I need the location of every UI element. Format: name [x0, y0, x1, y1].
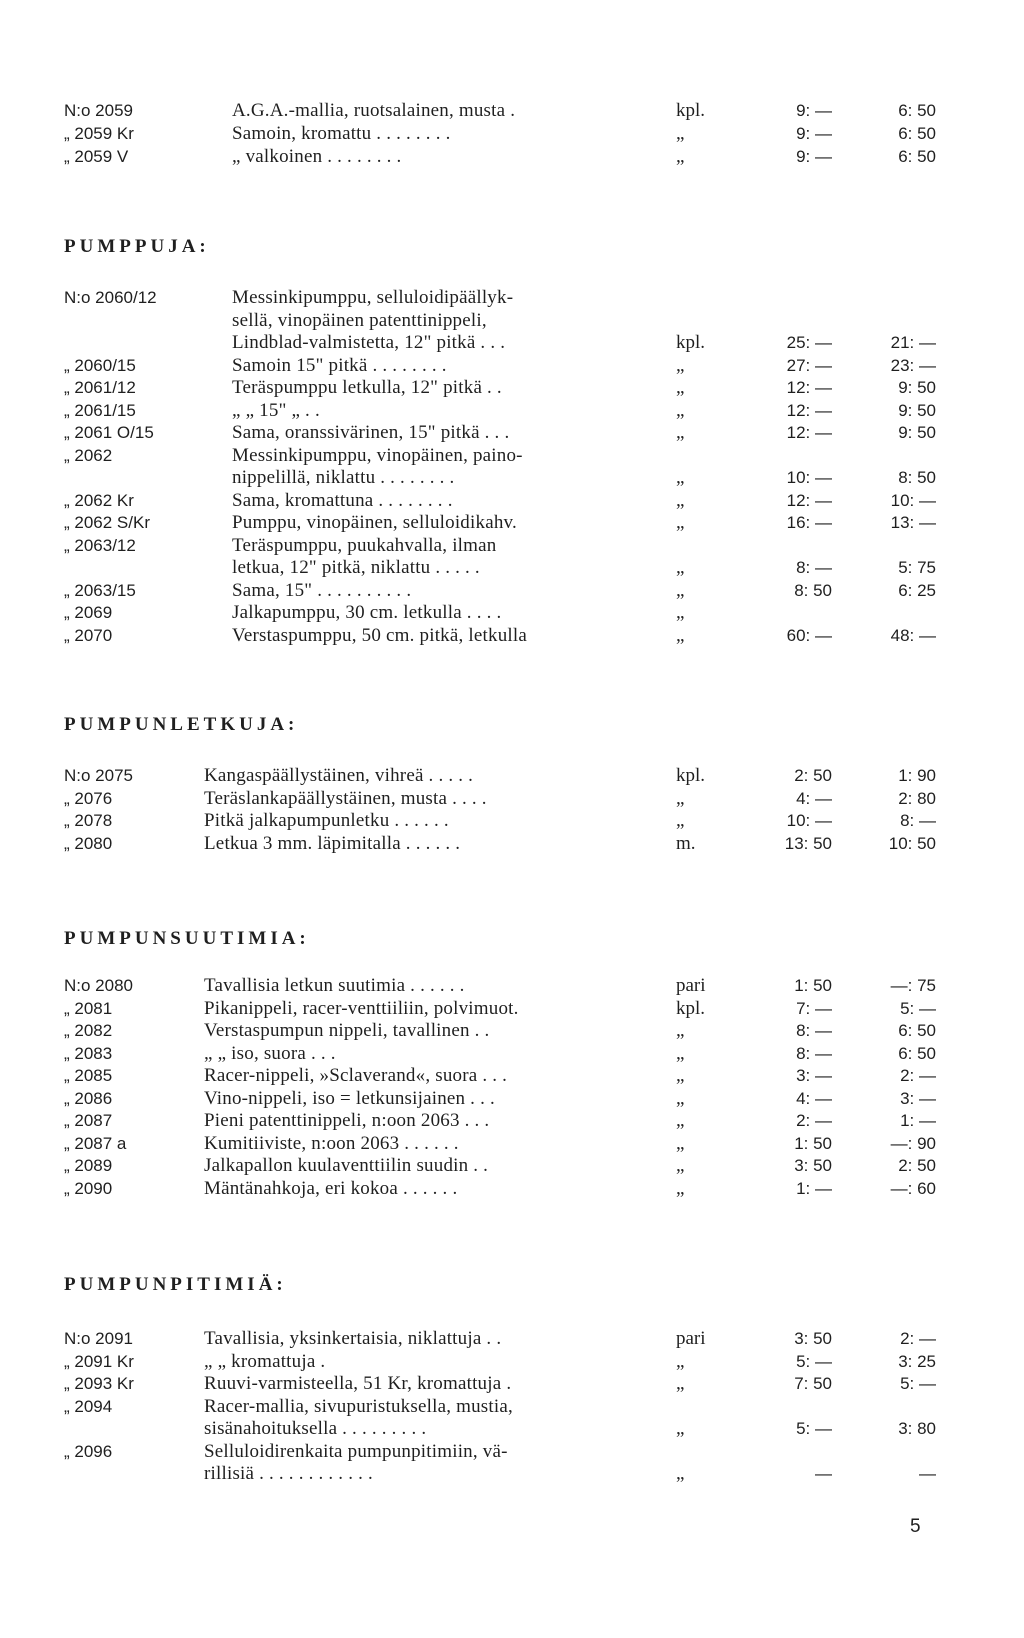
item-description: „ „ iso, suora . . . — [204, 1042, 336, 1064]
price-retail: 2: — — [796, 1111, 832, 1130]
price-net: 6: 50 — [898, 124, 936, 143]
price-retail: 5: — — [796, 1351, 832, 1371]
price-net: 3: — — [900, 1088, 936, 1108]
item-unit: „ — [676, 1350, 685, 1372]
table-row — [0, 557, 1024, 579]
price-net: 6: 25 — [898, 580, 936, 600]
table-row — [0, 422, 1024, 444]
table-row — [0, 490, 1024, 512]
item-description: Lindblad-valmistetta, 12" pitkä . . . — [232, 332, 506, 353]
item-description: sisänahoituksella . . . . . . . . . — [204, 1418, 427, 1439]
item-number: „ 2086 — [64, 1088, 113, 1108]
table-row — [0, 1088, 1024, 1110]
item-description: Pikanippeli, racer-venttiiliin, polvimuot. — [204, 997, 519, 1019]
item-number: „ 2082 — [64, 1021, 113, 1040]
section-heading: PUMPUNSUUTIMIA: — [64, 928, 310, 949]
item-unit: „ — [676, 467, 685, 488]
item-number: „ 2091 Kr — [64, 1351, 134, 1371]
item-number: „ 2063/15 — [64, 580, 136, 600]
item-unit: m. — [676, 832, 696, 854]
table-row — [0, 1110, 1024, 1132]
table-row — [0, 1178, 1024, 1200]
item-description: nippelillä, niklattu . . . . . . . . — [232, 467, 455, 488]
table-row — [0, 332, 1024, 354]
price-retail: 5: — — [796, 1419, 832, 1438]
price-net: 3: 25 — [898, 1351, 936, 1371]
item-description: sellä, vinopäinen patenttinippeli, — [232, 309, 487, 331]
item-number: „ 2090 — [64, 1178, 113, 1198]
item-description: „ „ kromattuja . — [204, 1350, 326, 1372]
table-row — [0, 1418, 1024, 1440]
item-number: „ 2089 — [64, 1156, 113, 1175]
price-retail: 8: — — [796, 1021, 832, 1040]
table-row — [0, 100, 1024, 122]
price-net: 9: 50 — [898, 400, 936, 420]
table-row — [0, 1441, 1024, 1463]
item-number: „ 2063/12 — [64, 535, 136, 555]
item-unit: „ — [676, 1020, 685, 1041]
item-unit: „ — [676, 1065, 685, 1086]
price-net: 23: — — [890, 355, 936, 375]
section-heading: PUMPUNLETKUJA: — [64, 714, 299, 735]
item-description: Tavallisia letkun suutimia . . . . . . — [204, 975, 465, 996]
item-unit: „ — [676, 1463, 685, 1484]
item-unit: „ — [676, 624, 685, 646]
price-net: 6: 50 — [898, 147, 936, 166]
price-net: 10: — — [890, 490, 936, 510]
item-description: Racer-nippeli, »Sclaverand«, suora . . . — [204, 1065, 508, 1086]
price-net: 1: 90 — [898, 766, 936, 785]
price-retail: 8: 50 — [794, 580, 832, 600]
table-row — [0, 765, 1024, 787]
item-unit: „ — [676, 1155, 685, 1176]
item-description: „ valkoinen . . . . . . . . — [232, 146, 402, 167]
item-unit: „ — [676, 787, 685, 809]
table-row — [0, 1020, 1024, 1042]
item-unit: pari — [676, 1328, 706, 1349]
price-retail: 10: — — [786, 468, 832, 487]
item-number: „ 2083 — [64, 1043, 113, 1063]
table-row — [0, 146, 1024, 168]
table-row — [0, 467, 1024, 489]
price-net: 2: 50 — [898, 1156, 936, 1175]
table-row — [0, 1373, 1024, 1395]
item-number: N:o 2080 — [64, 976, 133, 995]
item-unit: „ — [676, 602, 685, 623]
price-retail: 9: — — [796, 101, 832, 120]
item-number: „ 2069 — [64, 603, 113, 622]
item-number: „ 2078 — [64, 811, 113, 830]
item-number: „ 2061/12 — [64, 378, 136, 397]
price-net: 6: 50 — [898, 1021, 936, 1040]
price-retail: 3: — — [796, 1066, 832, 1085]
item-description: Jalkapallon kuulaventtiilin suudin . . — [204, 1155, 489, 1176]
table-row — [0, 1155, 1024, 1177]
item-number: N:o 2075 — [64, 766, 133, 785]
table-row — [0, 1133, 1024, 1155]
item-unit: „ — [676, 1418, 685, 1439]
table-row — [0, 833, 1024, 855]
price-retail: 4: — — [796, 788, 832, 808]
item-description: letkua, 12" pitkä, niklattu . . . . . — [232, 557, 480, 578]
item-number: „ 2087 — [64, 1111, 113, 1130]
item-description: Kumitiiviste, n:oon 2063 . . . . . . — [204, 1132, 459, 1154]
item-unit: „ — [676, 489, 685, 511]
item-description: Vino-nippeli, iso = letkunsijainen . . . — [204, 1087, 495, 1109]
price-retail: 8: — — [796, 558, 832, 577]
price-net: 8: 50 — [898, 468, 936, 487]
item-description: Pieni patenttinippeli, n:oon 2063 . . . — [204, 1110, 490, 1131]
price-net: 13: — — [890, 513, 936, 532]
price-retail: 12: — — [786, 400, 832, 420]
item-description: Sama, 15" . . . . . . . . . . — [232, 579, 412, 601]
item-description: Sama, oranssivärinen, 15" pitkä . . . — [232, 422, 510, 443]
item-unit: kpl. — [676, 332, 706, 353]
item-description: rillisiä . . . . . . . . . . . . — [204, 1463, 373, 1484]
item-description: Teräspumppu letkulla, 12" pitkä . . — [232, 377, 502, 398]
price-retail: 9: — — [796, 124, 832, 143]
item-unit: kpl. — [676, 100, 706, 121]
item-description: Sama, kromattuna . . . . . . . . — [232, 489, 453, 511]
price-net: 9: 50 — [898, 423, 936, 442]
price-retail: 4: — — [796, 1088, 832, 1108]
table-row — [0, 355, 1024, 377]
table-row — [0, 625, 1024, 647]
item-description: Verstaspumppu, 50 cm. pitkä, letkulla — [232, 624, 527, 646]
item-unit: „ — [676, 123, 685, 144]
price-net: —: 90 — [890, 1133, 936, 1153]
item-description: Tavallisia, yksinkertaisia, niklattuja . . — [204, 1328, 502, 1349]
price-retail: 1: — — [796, 1178, 832, 1198]
price-retail: 1: 50 — [794, 1133, 832, 1153]
item-unit: „ — [676, 1373, 685, 1394]
item-number: „ 2081 — [64, 998, 113, 1018]
item-number: „ 2062 S/Kr — [64, 513, 150, 532]
item-number: N:o 2059 — [64, 101, 133, 120]
price-net: 10: 50 — [888, 833, 936, 853]
price-net: 48: — — [890, 625, 936, 645]
item-unit: „ — [676, 1132, 685, 1154]
page-number: 5 — [910, 1516, 921, 1537]
price-net: 1: — — [900, 1111, 936, 1130]
item-description: Kangaspäällystäinen, vihreä . . . . . — [204, 765, 474, 786]
price-retail: 7: — — [796, 998, 832, 1018]
table-row — [0, 1351, 1024, 1373]
item-description: Racer-mallia, sivupuristuksella, mustia, — [204, 1395, 513, 1417]
item-number: „ 2093 Kr — [64, 1374, 134, 1393]
item-number: „ 2059 V — [64, 147, 129, 166]
item-unit: „ — [676, 354, 685, 376]
price-retail: 12: — — [786, 490, 832, 510]
item-description: Selluloidirenkaita pumpunpitimiin, vä- — [204, 1440, 508, 1462]
item-description: Jalkapumppu, 30 cm. letkulla . . . . — [232, 602, 502, 623]
item-number: „ 2070 — [64, 625, 113, 645]
table-row — [0, 788, 1024, 810]
table-row — [0, 580, 1024, 602]
item-number: „ 2061 O/15 — [64, 423, 154, 442]
table-row — [0, 123, 1024, 145]
price-net: 6: 50 — [898, 101, 936, 120]
item-unit: pari — [676, 975, 706, 996]
item-number: „ 2062 — [64, 445, 113, 465]
price-net: —: 75 — [890, 976, 936, 995]
price-net: —: 60 — [890, 1178, 936, 1198]
price-net: 5: — — [900, 1374, 936, 1393]
price-retail: 27: — — [786, 355, 832, 375]
table-row — [0, 535, 1024, 557]
table-row — [0, 445, 1024, 467]
item-description: Pumppu, vinopäinen, selluloidikahv. — [232, 512, 517, 533]
price-retail: — — [815, 1464, 832, 1483]
item-description: Teräslankapäällystäinen, musta . . . . — [204, 787, 487, 809]
price-retail: 25: — — [786, 333, 832, 352]
price-retail: 3: 50 — [794, 1156, 832, 1175]
table-row — [0, 400, 1024, 422]
item-number: „ 2061/15 — [64, 400, 136, 420]
item-description: Messinkipumppu, vinopäinen, paino- — [232, 444, 523, 466]
item-number: „ 2094 — [64, 1396, 113, 1416]
item-unit: „ — [676, 579, 685, 601]
price-net: 5: 75 — [898, 558, 936, 577]
item-unit: „ — [676, 512, 685, 533]
item-description: „ „ 15" „ . . — [232, 399, 320, 421]
price-net: 2: 80 — [898, 788, 936, 808]
price-net: — — [919, 1464, 936, 1483]
item-unit: „ — [676, 399, 685, 421]
table-row — [0, 1328, 1024, 1350]
table-row — [0, 377, 1024, 399]
item-unit: „ — [676, 810, 685, 831]
price-net: 6: 50 — [898, 1043, 936, 1063]
item-description: Teräspumppu, puukahvalla, ilman — [232, 534, 497, 556]
item-unit: „ — [676, 146, 685, 167]
price-retail: 13: 50 — [784, 833, 832, 853]
section-heading: PUMPUNPITIMIÄ: — [64, 1274, 287, 1295]
item-unit: „ — [676, 377, 685, 398]
item-number: „ 2062 Kr — [64, 490, 134, 510]
item-unit: „ — [676, 1177, 685, 1199]
table-row — [0, 310, 1024, 332]
item-unit: kpl. — [676, 765, 706, 786]
table-row — [0, 975, 1024, 997]
item-description: Mäntänahkoja, eri kokoa . . . . . . — [204, 1177, 458, 1199]
table-row — [0, 602, 1024, 624]
item-number: „ 2059 Kr — [64, 124, 134, 143]
item-unit: kpl. — [676, 997, 706, 1019]
item-unit: „ — [676, 1042, 685, 1064]
table-row — [0, 810, 1024, 832]
price-retail: 12: — — [786, 378, 832, 397]
item-description: Messinkipumppu, selluloidipäällyk- — [232, 287, 514, 308]
item-description: Samoin 15" pitkä . . . . . . . . — [232, 354, 447, 376]
price-retail: 10: — — [786, 811, 832, 830]
price-retail: 9: — — [796, 147, 832, 166]
price-net: 5: — — [900, 998, 936, 1018]
price-retail: 2: 50 — [794, 766, 832, 785]
price-net: 2: — — [900, 1066, 936, 1085]
item-number: „ 2096 — [64, 1441, 113, 1461]
table-row — [0, 1463, 1024, 1485]
item-number: N:o 2091 — [64, 1329, 133, 1348]
item-unit: „ — [676, 1087, 685, 1109]
table-row — [0, 1065, 1024, 1087]
item-description: Verstaspumpun nippeli, tavallinen . . — [204, 1020, 490, 1041]
item-number: „ 2080 — [64, 833, 113, 853]
price-net: 9: 50 — [898, 378, 936, 397]
table-row — [0, 1043, 1024, 1065]
table-row — [0, 287, 1024, 309]
item-number: „ 2085 — [64, 1066, 113, 1085]
item-number: N:o 2060/12 — [64, 288, 157, 307]
price-retail: 60: — — [786, 625, 832, 645]
price-retail: 8: — — [796, 1043, 832, 1063]
table-row — [0, 998, 1024, 1020]
item-description: A.G.A.-mallia, ruotsalainen, musta . — [232, 100, 516, 121]
item-number: „ 2060/15 — [64, 355, 136, 375]
item-description: Letkua 3 mm. läpimitalla . . . . . . — [204, 832, 461, 854]
price-net: 21: — — [890, 333, 936, 352]
table-row — [0, 1396, 1024, 1418]
item-unit: „ — [676, 422, 685, 443]
item-description: Samoin, kromattu . . . . . . . . — [232, 123, 451, 144]
section-heading: PUMPPUJA: — [64, 236, 210, 257]
item-unit: „ — [676, 1110, 685, 1131]
item-description: Ruuvi-varmisteella, 51 Kr, kromattuja . — [204, 1373, 512, 1394]
price-retail: 12: — — [786, 423, 832, 442]
table-row — [0, 512, 1024, 534]
price-retail: 16: — — [786, 513, 832, 532]
price-retail: 3: 50 — [794, 1329, 832, 1348]
item-description: Pitkä jalkapumpunletku . . . . . . — [204, 810, 449, 831]
price-net: 8: — — [900, 811, 936, 830]
item-number: „ 2076 — [64, 788, 113, 808]
item-number: „ 2087 a — [64, 1133, 127, 1153]
price-net: 3: 80 — [898, 1419, 936, 1438]
price-net: 2: — — [900, 1329, 936, 1348]
price-retail: 7: 50 — [794, 1374, 832, 1393]
item-unit: „ — [676, 557, 685, 578]
price-retail: 1: 50 — [794, 976, 832, 995]
